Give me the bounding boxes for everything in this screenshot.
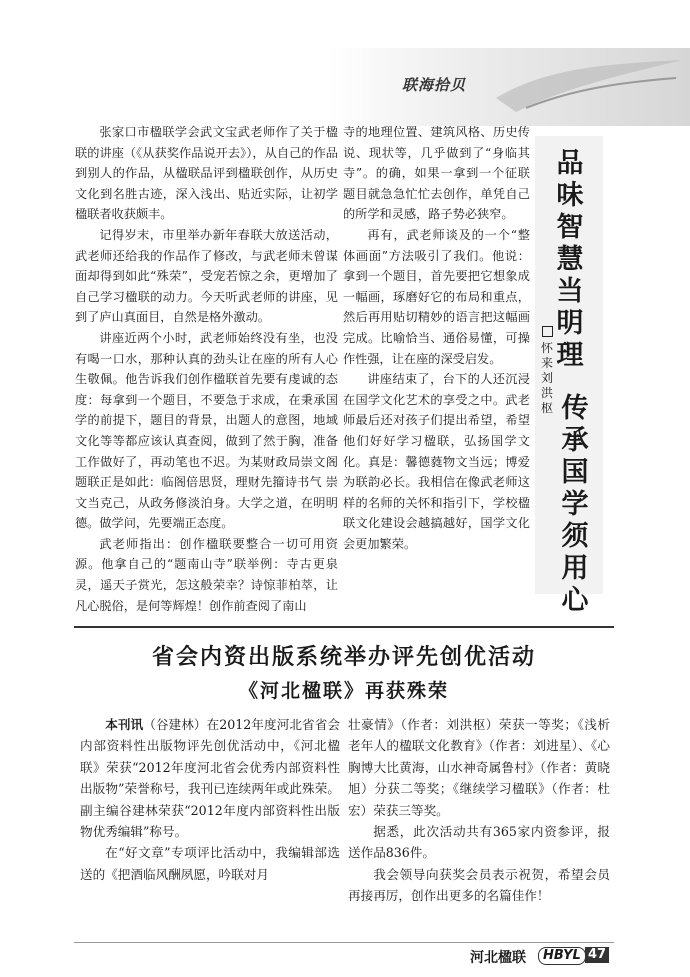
lead-label: 本刊讯 xyxy=(105,717,144,732)
article1-column-1 xyxy=(75,122,338,616)
article1-title-part1: 品味智慧当明理 xyxy=(556,148,584,371)
brush-swoosh-icon xyxy=(486,58,686,122)
paragraph: 在“好文章”专项评比活动中，我编辑部选送的《把酒临风酬夙愿，吟联对月 xyxy=(80,845,340,882)
paragraph: 寺的地理位置、建筑风格、历史传说、现状等，几乎做到了“身临其寺”。的确，如果一拿到一个征联题目就急急忙忙去创作，单凭自己的所学和灵感，路子势必狭窄。 xyxy=(343,125,530,222)
paragraph-text: （谷建林）在2012年度河北省省会内部资料性出版物评先创优活动中，《河北楹联》荣获“2012年度河北省会优秀内部资料性出版物”荣誉称号，我刊已连续两年或此殊荣。副主编谷建林荣获“2012年度内部资料性出版物优秀编辑”称号。 xyxy=(80,717,340,840)
article2-column-2 xyxy=(348,714,610,907)
article-divider xyxy=(74,626,614,628)
paragraph: 张家口市楹联学会武文宝武老师作了关于楹联的讲座（《从获奖作品说开去》），从自己的作品到别人的作品，从楹联品评到楹联创作，从历史文化到名胜古迹，深入浅出、贴近实际，让初学楹联者收获颇丰。 xyxy=(75,125,338,222)
footer-rule xyxy=(74,942,614,943)
article1-author xyxy=(539,326,555,416)
paragraph: 讲座结束了，台下的人还沉浸在国学文化艺术的享受之中。武老师最后还对孩子们提出希望，希望他们好好学习楹联，弘扬国学文化。真是：馨德蕤物文当远；博爱为联韵必长。我相信在像武老师这样的名师的关怀和指引下，学校楹联文化建设会越搞越好，国学文化会更加繁荣。 xyxy=(343,372,530,551)
article1-title-part2: 传承国学须用心 xyxy=(561,393,589,616)
paragraph: 据悉，此次活动共有365家内资参评，报送作品836件。 xyxy=(348,824,610,861)
paragraph: 武老师指出：创作楹联要整合一切可用资源。他拿自己的“题南山寺”联举例：寺古更泉灵，遥天子赏光，怎这般荣幸？诗惊菲柏萃，让凡心脱俗，是何等辉煌！创作前查阅了南山 xyxy=(75,536,338,613)
paragraph: 我会领导向获奖会员表示祝贺，希望会员再接再厉，创作出更多的名篇佳作！ xyxy=(348,866,610,904)
square-marker-icon xyxy=(542,326,553,337)
paragraph: 壮豪情》（作者：刘洪枢）荣获一等奖；《浅析老年人的楹联文化教育》（作者：刘进星）、《心胸博大比黄海，山水神奇属鲁村》（作者：黄晓旭）分获二等奖；《继续学习楹联》（作者：杜宏）荣获三等奖。 xyxy=(348,717,610,818)
journal-name: 河北楹联 xyxy=(470,950,526,966)
paragraph: 再有，武老师谈及的一个“整体画面”方法吸引了我们。他说：拿到一个题目，首先要把它想象成一幅画，琢磨好它的布局和重点，然后再用贴切精妙的语言把这幅画完成。比喻恰当、通俗易懂，可操作性强，让在座的深受启发。 xyxy=(343,227,530,366)
journal-code: HBYL xyxy=(538,947,586,965)
paragraph xyxy=(80,714,340,842)
paragraph: 记得岁末，市里举办新年春联大放送活动，武老师还给我的作品作了修改，与武老师未曾谋面却得到如此“殊荣”，受宠若惊之余，更增加了自己学习楹联的动力。今天听武老师的讲座，见到了庐山真面目，自然是格外激动。 xyxy=(75,227,338,325)
paragraph: 讲座近两个小时，武老师始终没有坐，也没有喝一口水，那种认真的劲头让在座的所有人心生敬佩。他告诉我们创作楹联首先要有虔诚的态度：每拿到一个题目，不要急于求成，在秉承国学的前提下，题目的背景，出题人的意图，地域文化等等都应该认真查阅，做到了然于胸，准备工作做好了，再动笔也不迟。为某财政局崇文阁题联正是如此：临阁倍思贤，理财先籀诗书气 崇文当克己，从政务修淡泊身。大学之道，在明明德。做学问，先要端正态度。 xyxy=(75,330,338,531)
article1-column-2 xyxy=(343,122,530,554)
article2-subtitle: 《河北楹联》再获殊荣 xyxy=(238,680,449,702)
article2-column-1 xyxy=(80,714,340,885)
section-tag: 联海拾贝 xyxy=(402,76,467,94)
page-number: 47 xyxy=(585,947,609,963)
article2-title: 省会内资出版系统举办评先创优活动 xyxy=(151,644,536,670)
author-name: 怀来 刘洪枢 xyxy=(540,341,553,415)
